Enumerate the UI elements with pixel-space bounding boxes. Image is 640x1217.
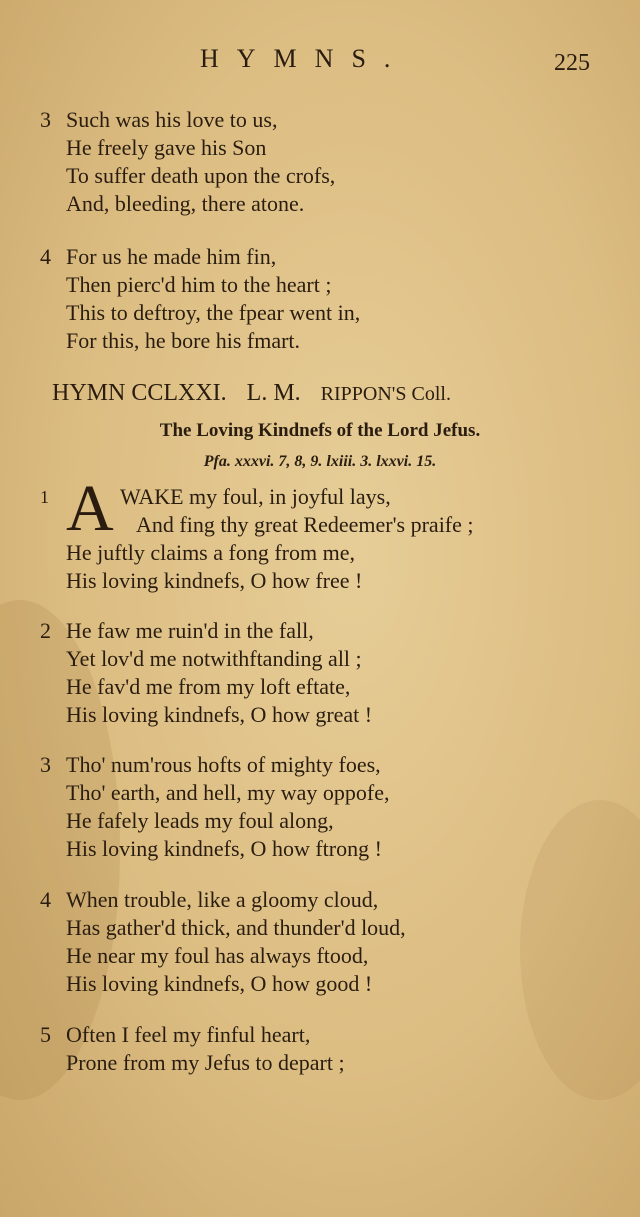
- verse-line: Yet lov'd me notwithftanding all ;: [66, 646, 362, 671]
- hymn-meter: L. M.: [246, 380, 301, 406]
- verse-line: He fav'd me from my loft eftate,: [66, 674, 351, 699]
- verse-line: Tho' earth, and hell, my way oppofe,: [66, 780, 390, 805]
- drop-cap: A: [66, 472, 114, 545]
- verse-line: He freely gave his Son: [66, 135, 267, 160]
- verse-line: When trouble, like a gloomy cloud,: [66, 887, 379, 912]
- verse-line: WAKE my foul, in joyful lays,: [120, 484, 391, 509]
- verse-line: And fing thy great Redeemer's praife ;: [136, 512, 474, 537]
- verse-line: Tho' num'rous hofts of mighty foes,: [66, 752, 381, 777]
- page-number: 225: [554, 50, 590, 76]
- verse-line: Has gather'd thick, and thunder'd loud,: [66, 915, 406, 940]
- hymn-subtitle: The Loving Kindnefs of the Lord Jefus.: [159, 420, 481, 441]
- hymn-title: HYMN CCLXXI.: [52, 380, 227, 406]
- stanza-number: 4: [40, 244, 51, 269]
- hymn-source: RIPPON'S Coll.: [320, 383, 451, 405]
- verse-line: He fafely leads my foul along,: [66, 808, 334, 833]
- verse-line: To suffer death upon the crofs,: [66, 163, 336, 188]
- verse-line: This to deftroy, the fpear went in,: [66, 300, 361, 325]
- verse-line: And, bleeding, there atone.: [66, 191, 305, 216]
- page-header: [0, 44, 640, 84]
- hymn-heading: [52, 380, 465, 407]
- scripture-reference: Pfa. xxxvi. 7, 8, 9. lxiii. 3. lxxvi. 15.: [203, 453, 437, 470]
- stanza-number: 3: [40, 752, 51, 777]
- verse-line: Often I feel my finful heart,: [66, 1022, 311, 1047]
- verse-line: His loving kindnefs, O how ftrong !: [66, 836, 382, 861]
- verse-line: He near my foul has always ftood,: [66, 943, 369, 968]
- verse-line: Then pierc'd him to the heart ;: [66, 272, 332, 297]
- verse-line: He faw me ruin'd in the fall,: [66, 618, 314, 643]
- stanza-number: 4: [40, 887, 51, 912]
- stanza-number: 3: [40, 107, 51, 132]
- stanza-number: 2: [40, 618, 51, 643]
- verse-line: For this, he bore his fmart.: [66, 328, 301, 353]
- running-title: HYMNS.: [200, 44, 409, 73]
- verse-line: His loving kindnefs, O how free !: [66, 568, 363, 593]
- stanza-number: 1: [40, 487, 49, 507]
- verse-line: Prone from my Jefus to depart ;: [66, 1050, 345, 1075]
- verse-line: For us he made him fin,: [66, 244, 277, 269]
- verse-line: His loving kindnefs, O how good !: [66, 971, 373, 996]
- paper-stain: [520, 800, 640, 1100]
- verse-line: Such was his love to us,: [66, 107, 278, 132]
- stanza-number: 5: [40, 1022, 51, 1047]
- verse-line: His loving kindnefs, O how great !: [66, 702, 373, 727]
- verse-line: He juftly claims a fong from me,: [66, 540, 355, 565]
